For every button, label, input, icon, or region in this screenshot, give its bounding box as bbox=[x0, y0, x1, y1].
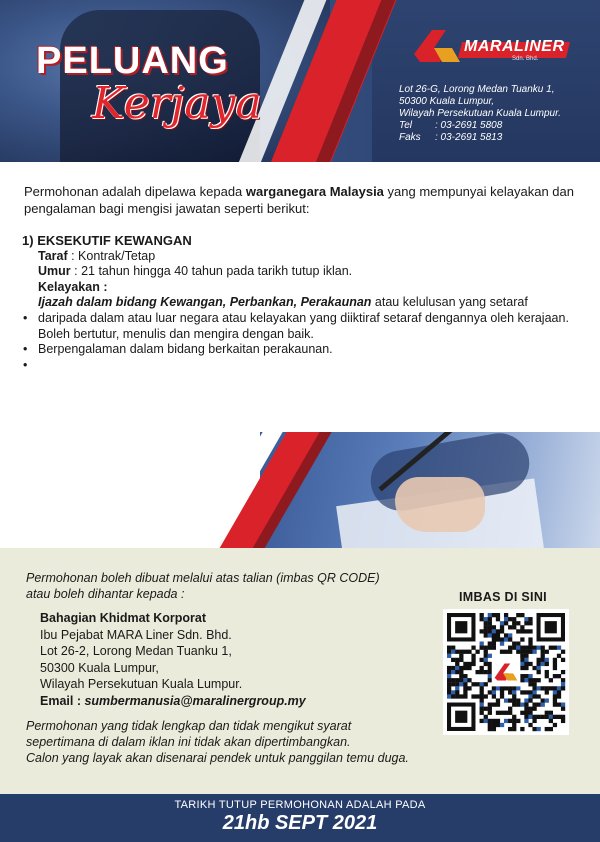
hand-image bbox=[395, 477, 485, 532]
umur-value: : 21 tahun hingga 40 tahun pada tarikh tutup iklan. bbox=[70, 264, 353, 278]
list-item-text: daripada dalam atau luar negara atau kelayakan yang diiktiraf setaraf dengannya oleh kerajaan. bbox=[38, 311, 569, 325]
list-item bbox=[22, 342, 582, 358]
bullet-icon: • bbox=[23, 311, 28, 325]
closing-label: TARIKH TUTUP PERMOHONAN ADALAH PADA bbox=[174, 799, 426, 811]
address-line: Wilayah Persekutuan Kuala Lumpur. bbox=[399, 108, 561, 119]
address-line: Lot 26-G, Lorong Medan Tuanku 1, bbox=[399, 84, 555, 95]
header-banner bbox=[0, 0, 600, 162]
email-label: Email : bbox=[40, 693, 85, 708]
bullet-icon: • bbox=[23, 357, 28, 372]
email-link[interactable]: sumbermanusia@maralinergroup.my bbox=[84, 693, 306, 708]
email-line bbox=[40, 693, 306, 710]
kelayakan-label bbox=[22, 280, 582, 296]
kelayakan-text: Kelayakan : bbox=[38, 279, 108, 294]
application-section bbox=[0, 548, 600, 794]
address-line: 50300 Kuala Lumpur, bbox=[40, 660, 159, 675]
decorative-image-band bbox=[0, 432, 600, 548]
fax-line bbox=[399, 132, 561, 144]
job-section bbox=[22, 233, 582, 311]
apply-notes bbox=[26, 718, 409, 766]
address-line: Lot 26-2, Lorong Medan Tuanku 1, bbox=[40, 644, 232, 658]
taraf-value: : Kontrak/Tetap bbox=[67, 248, 156, 263]
footer-banner bbox=[0, 794, 600, 842]
job-number: 1) bbox=[22, 233, 34, 248]
address-line: 50300 Kuala Lumpur, bbox=[399, 96, 495, 107]
intro-text: Permohonan adalah dipelawa kepada bbox=[24, 184, 246, 199]
intro-text-end: yang mempunyai kelayakan dan pengalaman bagi mengisi jawatan seperti berikut: bbox=[24, 184, 574, 216]
scan-label: IMBAS DI SINI bbox=[459, 590, 547, 604]
tel-line bbox=[399, 120, 561, 132]
list-item-text: Berpengalaman dalam bidang berkaitan perakaunan. bbox=[38, 342, 333, 356]
umur-line bbox=[22, 264, 582, 280]
tel-value: : 03-2691 5808 bbox=[435, 120, 503, 131]
brand-name: MARALINER bbox=[464, 38, 565, 55]
apply-line: atau boleh dihantar kepada : bbox=[26, 587, 185, 601]
note-line: sepertimana di dalam iklan ini tidak akan dipertimbangkan. bbox=[26, 735, 351, 749]
fax-label: Faks bbox=[399, 132, 421, 143]
address-line: Wilayah Persekutuan Kuala Lumpur. bbox=[40, 677, 243, 691]
taraf-label: Taraf bbox=[38, 248, 68, 263]
closing-date: 21hb SEPT 2021 bbox=[222, 812, 378, 834]
title-peluang: PELUANG bbox=[36, 40, 229, 82]
list-item-text: Boleh bertutur, menulis dan mengira dengan baik. bbox=[38, 326, 314, 341]
qualification-line bbox=[22, 295, 582, 311]
job-title bbox=[22, 233, 582, 249]
apply-instructions bbox=[26, 570, 380, 602]
list-item-plain bbox=[22, 327, 582, 343]
company-address bbox=[399, 84, 561, 144]
intro-bold: warganegara Malaysia bbox=[245, 184, 384, 199]
intro-paragraph bbox=[24, 183, 584, 217]
bullet-icon: • bbox=[23, 342, 28, 356]
umur-label: Umur bbox=[38, 264, 71, 278]
mailing-address bbox=[40, 610, 306, 709]
title-kerjaya: Kerjaya bbox=[92, 78, 262, 129]
qualification-bold: Ijazah dalam bidang Kewangan, Perbankan, Perakaunan bbox=[38, 295, 372, 309]
note-line: Calon yang layak akan disenarai pendek untuk panggilan temu duga. bbox=[26, 751, 409, 765]
fax-value: : 03-2691 5813 bbox=[435, 132, 503, 143]
taraf-line bbox=[22, 249, 582, 265]
qr-code-icon[interactable] bbox=[443, 609, 569, 735]
tel-label: Tel bbox=[399, 120, 412, 131]
job-title-text: EKSEKUTIF KEWANGAN bbox=[37, 233, 192, 248]
address-line: Ibu Pejabat MARA Liner Sdn. Bhd. bbox=[40, 627, 232, 642]
brand-sub: Sdn. Bhd. bbox=[512, 56, 539, 62]
list-item bbox=[22, 311, 582, 327]
apply-line: Permohonan boleh dibuat melalui atas talian (imbas QR CODE) bbox=[26, 571, 380, 585]
requirements-list bbox=[22, 311, 582, 372]
department-name: Bahagian Khidmat Korporat bbox=[40, 611, 206, 625]
note-line: Permohonan yang tidak lengkap dan tidak mengikut syarat bbox=[26, 719, 352, 733]
qualification-rest: atau kelulusan yang setaraf bbox=[371, 295, 528, 309]
